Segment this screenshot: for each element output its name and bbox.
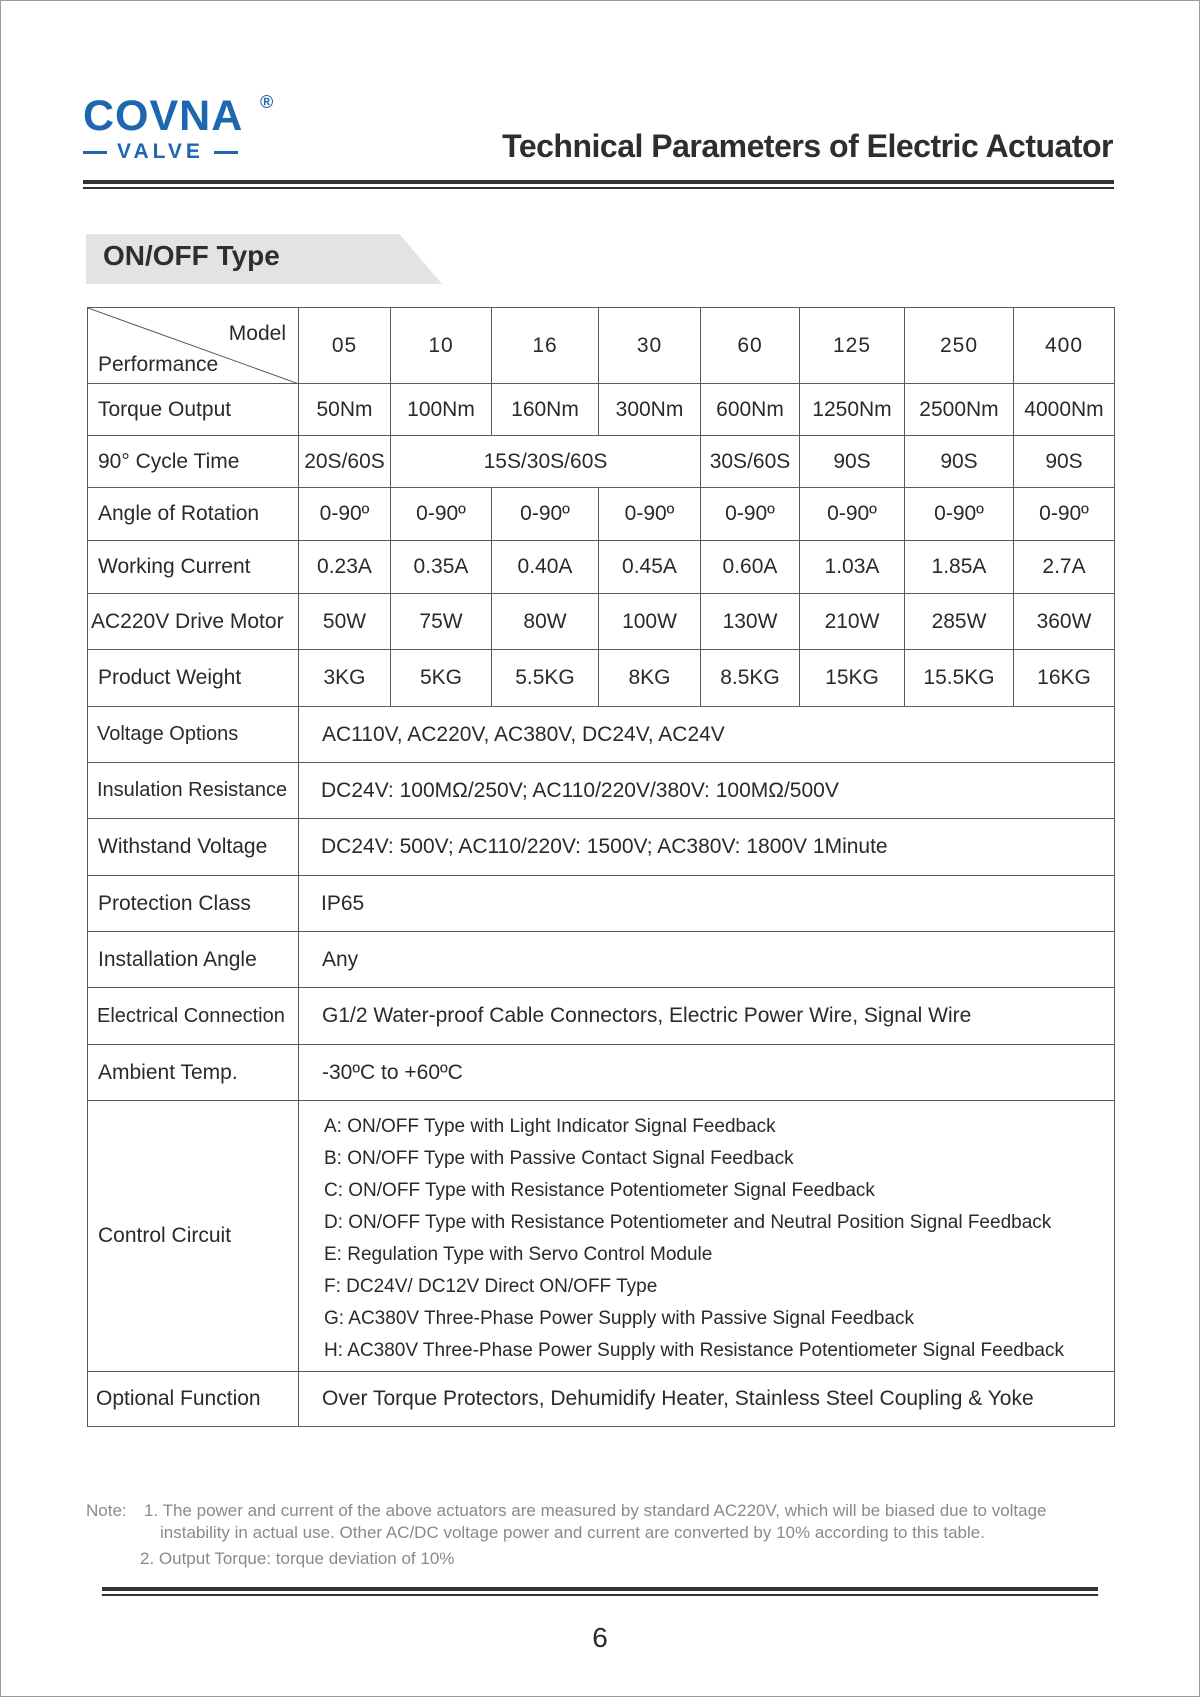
notes-block (86, 1500, 1047, 1570)
logo-dash-right (214, 151, 238, 154)
table-cell: 50Nm (299, 384, 391, 436)
table-cell: 8.5KG (701, 650, 800, 707)
list-item: B: ON/OFF Type with Passive Contact Signal Feedback (324, 1148, 794, 1169)
row-label: Electrical Connection (88, 988, 299, 1045)
header-rule-thin (83, 187, 1114, 189)
table-cell: 1.03A (800, 541, 905, 594)
model-cell: 16 (492, 308, 599, 384)
table-cell: 100Nm (391, 384, 492, 436)
list-item: G: AC380V Three-Phase Power Supply with Passive Signal Feedback (324, 1308, 915, 1329)
table-cell: DC24V: 100MΩ/250V; AC110/220V/380V: 100MΩ/500V (299, 763, 1115, 819)
table-cell: 15KG (800, 650, 905, 707)
table-row-weight (88, 650, 1115, 707)
logo-subtitle-text: VALVE (117, 140, 204, 163)
table-cell: 2500Nm (905, 384, 1014, 436)
row-label: Insulation Resistance (88, 763, 299, 819)
table-row-electrical (88, 988, 1115, 1045)
list-item: F: DC24V/ DC12V Direct ON/OFF Type (324, 1276, 658, 1297)
row-label: Control Circuit (88, 1101, 299, 1372)
table-cell: 0-90º (299, 488, 391, 541)
table-cell: 90S (800, 436, 905, 488)
table-cell: 15.5KG (905, 650, 1014, 707)
header-corner-cell (88, 308, 299, 384)
model-cell: 60 (701, 308, 800, 384)
logo-dash-left (83, 151, 107, 154)
table-row-angle (88, 488, 1115, 541)
table-cell: 75W (391, 594, 492, 650)
table-row-voltage-options (88, 707, 1115, 763)
list-item: E: Regulation Type with Servo Control Module (324, 1244, 713, 1265)
table-cell: 30S/60S (701, 436, 800, 488)
table-cell: 160Nm (492, 384, 599, 436)
header-rule-thick (83, 180, 1114, 184)
footer-rule-thin (102, 1594, 1098, 1596)
row-label: Voltage Options (88, 707, 299, 763)
table-row-optional (88, 1372, 1115, 1427)
table-cell: 130W (701, 594, 800, 650)
table-cell: 8KG (599, 650, 701, 707)
list-item: A: ON/OFF Type with Light Indicator Signal Feedback (324, 1116, 776, 1137)
corner-label-performance: Performance (98, 353, 219, 376)
list-item: C: ON/OFF Type with Resistance Potentiometer Signal Feedback (324, 1180, 875, 1201)
table-cell: 0.45A (599, 541, 701, 594)
table-cell: 90S (1014, 436, 1115, 488)
control-circuit-cell (299, 1101, 1115, 1372)
registered-mark: ® (260, 92, 274, 112)
table-cell: 1.85A (905, 541, 1014, 594)
row-label: Ambient Temp. (88, 1045, 299, 1101)
note-prefix: Note: (86, 1501, 127, 1520)
note-line: 1. The power and current of the above actuators are measured by standard AC220V, which will be biased due to voltage (144, 1501, 1047, 1520)
table-cell: 1250Nm (800, 384, 905, 436)
row-label: Withstand Voltage (88, 819, 299, 876)
table-cell: 0-90º (701, 488, 800, 541)
table-cell: 0-90º (391, 488, 492, 541)
table-cell: 0.40A (492, 541, 599, 594)
covna-logo (83, 92, 283, 164)
section-title: ON/OFF Type (103, 240, 280, 271)
page-number: 6 (592, 1622, 608, 1653)
table-row-insulation (88, 763, 1115, 819)
table-cell: 300Nm (599, 384, 701, 436)
table-cell: G1/2 Water-proof Cable Connectors, Electric Power Wire, Signal Wire (299, 988, 1115, 1045)
note-row (86, 1500, 1047, 1522)
footer-rule-thick (102, 1587, 1098, 1591)
table-cell: 0.35A (391, 541, 492, 594)
model-cell: 10 (391, 308, 492, 384)
table-cell: Any (299, 932, 1115, 988)
table-cell: 90S (905, 436, 1014, 488)
table-cell: 360W (1014, 594, 1115, 650)
note-line: 2. Output Torque: torque deviation of 10% (140, 1549, 455, 1568)
page-title: Technical Parameters of Electric Actuator (502, 128, 1113, 164)
row-label: Installation Angle (88, 932, 299, 988)
table-cell: 0.60A (701, 541, 800, 594)
model-cell: 05 (299, 308, 391, 384)
model-cell: 30 (599, 308, 701, 384)
row-label: Working Current (88, 541, 299, 594)
table-cell: 0-90º (492, 488, 599, 541)
table-cell: -30ºC to +60ºC (299, 1045, 1115, 1101)
row-label: AC220V Drive Motor (88, 594, 299, 650)
row-label: Torque Output (88, 384, 299, 436)
table-cell: 0-90º (599, 488, 701, 541)
table-cell: 285W (905, 594, 1014, 650)
control-circuit-list (299, 1101, 1114, 1371)
table-cell: 0.23A (299, 541, 391, 594)
table-row-torque (88, 384, 1115, 436)
note-line: instability in actual use. Other AC/DC voltage power and current are converted by 10% according to this table. (160, 1523, 985, 1542)
table-row-withstand (88, 819, 1115, 876)
table-row-ambient (88, 1045, 1115, 1101)
model-cell: 400 (1014, 308, 1115, 384)
table-row-protection (88, 876, 1115, 932)
corner-label-model: Model (228, 322, 286, 345)
list-item: D: ON/OFF Type with Resistance Potentiometer and Neutral Position Signal Feedback (324, 1212, 1052, 1233)
table-cell: Over Torque Protectors, Dehumidify Heater, Stainless Steel Coupling & Yoke (299, 1372, 1115, 1427)
table-row-cycle-time (88, 436, 1115, 488)
table-cell: 0-90º (1014, 488, 1115, 541)
table-cell: 3KG (299, 650, 391, 707)
row-label: Optional Function (88, 1372, 299, 1427)
table-cell: 80W (492, 594, 599, 650)
table-cell: 210W (800, 594, 905, 650)
table-cell: 4000Nm (1014, 384, 1115, 436)
table-row-motor (88, 594, 1115, 650)
row-label: Product Weight (88, 650, 299, 707)
row-label: Angle of Rotation (88, 488, 299, 541)
table-cell: 50W (299, 594, 391, 650)
logo-subtitle (83, 140, 283, 164)
row-label: Protection Class (88, 876, 299, 932)
table-row-installation (88, 932, 1115, 988)
table-cell: 5KG (391, 650, 492, 707)
table-row-control-circuit (88, 1101, 1115, 1372)
spec-table (87, 307, 1115, 1427)
table-cell: 0-90º (905, 488, 1014, 541)
table-cell: AC110V, AC220V, AC380V, DC24V, AC24V (299, 707, 1115, 763)
table-cell: 20S/60S (299, 436, 391, 488)
list-item: H: AC380V Three-Phase Power Supply with Resistance Potentiometer Signal Feedback (324, 1340, 1064, 1361)
model-cell: 250 (905, 308, 1014, 384)
table-row-current (88, 541, 1115, 594)
table-cell: 0-90º (800, 488, 905, 541)
table-cell: 15S/30S/60S (391, 436, 701, 488)
table-row-models (88, 308, 1115, 384)
row-label: 90° Cycle Time (88, 436, 299, 488)
table-cell: 5.5KG (492, 650, 599, 707)
model-cell: 125 (800, 308, 905, 384)
table-cell: IP65 (299, 876, 1115, 932)
table-cell: 16KG (1014, 650, 1115, 707)
logo-wordmark: COVNA (83, 92, 244, 140)
table-cell: 600Nm (701, 384, 800, 436)
table-cell: 100W (599, 594, 701, 650)
table-cell: 2.7A (1014, 541, 1115, 594)
table-cell: DC24V: 500V; AC110/220V: 1500V; AC380V: 1800V 1Minute (299, 819, 1115, 876)
